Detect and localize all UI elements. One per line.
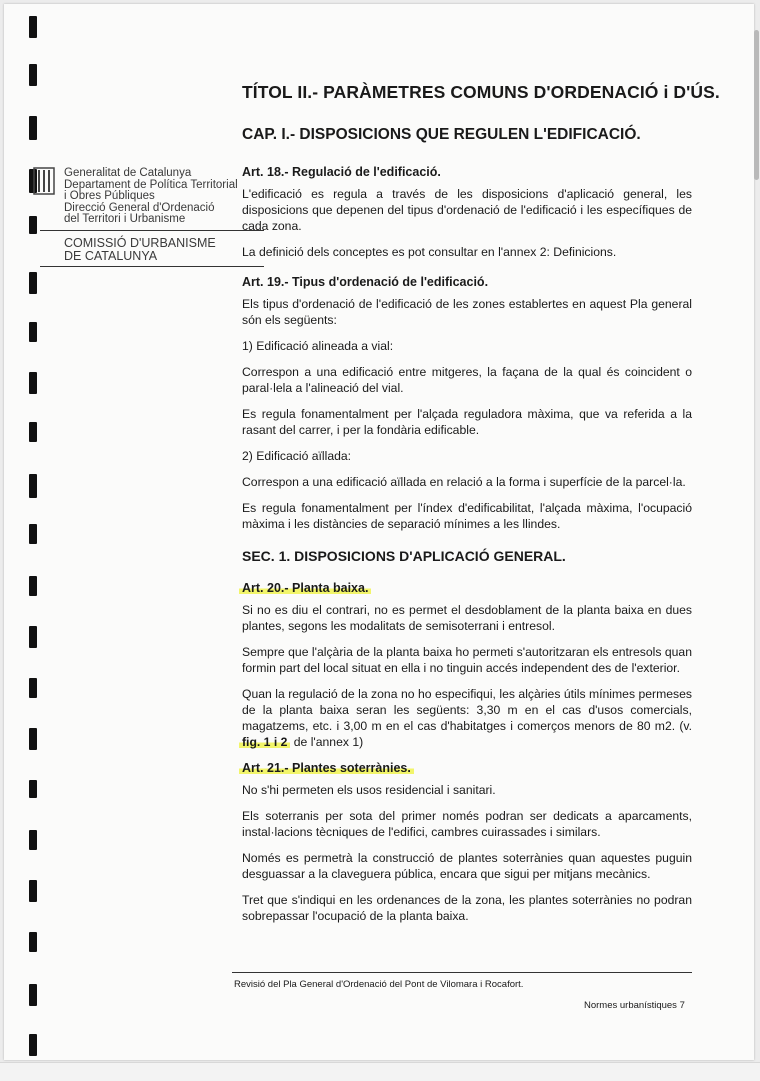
footer-divider [232, 972, 692, 973]
paragraph [242, 686, 692, 750]
article-20-heading [242, 580, 692, 596]
chapter-heading: CAP. I.- DISPOSICIONS QUE REGULEN L'EDIFICACIÓ. [242, 126, 641, 143]
paragraph: La definició dels conceptes es pot consultar en l'annex 2: Definicions. [242, 245, 617, 259]
paragraph: Només es permetrà la construcció de plantes soterrànies quan aquestes puguin desguassar a la claveguera pública, encara que sigui per mitjans mecànics. [242, 851, 692, 881]
section-heading: SEC. 1. DISPOSICIONS D'APLICACIÓ GENERAL. [242, 548, 566, 564]
paragraph: No s'hi permeten els usos residencial i sanitari. [242, 783, 496, 797]
paragraph: Els soterranis per sota del primer només podran ser dedicats a aparcaments, instal·lacions tècniques de l'edifici, cambres cuirassades i similars. [242, 809, 692, 839]
list-heading: 2) Edificació aïllada: [242, 449, 352, 463]
paragraph: Es regula fonamentalment per l'índex d'edificabilitat, l'alçada màxima, l'ocupació màxima i les distàncies de separació mínimes a les llindes. [242, 501, 692, 531]
stamp-line: i Obres Públiques [64, 190, 155, 202]
paragraph: Sempre que l'alçària de la planta baixa ho permeti s'autoritzaran els entresols quan formin part del local situat en ella i no tinguin accés independent des de l'exterior. [242, 645, 692, 675]
paragraph: Els tipus d'ordenació de l'edificació de les zones establertes en aquest Pla general són els següents: [242, 297, 692, 327]
viewer-bottom-strip [0, 1062, 760, 1081]
article-18-heading: Art. 18.- Regulació de l'edificació. [242, 165, 441, 179]
scrollbar-thumb[interactable] [754, 30, 759, 180]
highlighted-heading: Art. 20.- Planta baixa. [239, 581, 371, 595]
page-title: TÍTOL II.- PARÀMETRES COMUNS D'ORDENACIÓ i D'ÚS. [242, 82, 720, 102]
paragraph-text: de l'annex 1) [290, 735, 364, 749]
binder-marks [26, 4, 46, 1060]
figure-reference: fig. 1 i 2 [239, 735, 290, 749]
paragraph: Si no es diu el contrari, no es permet el desdoblament de la planta baixa en dues plantes, segons les modalitats de semisoterrani i entresol. [242, 603, 692, 633]
article-21-heading [242, 760, 692, 776]
paragraph: L'edificació es regula a través de les disposicions d'aplicació general, les disposicions que depenen del tipus d'ordenació de l'edificació i les específiques de cada zona. [242, 187, 692, 233]
stamp-line: COMISSIÓ D'URBANISME [64, 236, 216, 250]
paragraph-text: Quan la regulació de la zona no ho especifiqui, les alçàries útils mínimes permeses de la planta baixa seran les següents: 3,30 m en el cas d'usos comercials, magatzems, etc. i 3,00 m en el cas d'habitatges i comerços menors de 80 m2. (v. [242, 687, 692, 733]
article-19-heading: Art. 19.- Tipus d'ordenació de l'edificació. [242, 275, 489, 289]
stamp-department-block [64, 168, 238, 226]
paragraph: Es regula fonamentalment per l'alçada reguladora màxima, que va referida a la rasant del carrer, i per la fondària edificable. [242, 407, 692, 437]
stamp-line: DE CATALUNYA [64, 248, 158, 263]
stamp-divider [40, 230, 264, 231]
stamp-line: Departament de Política Territorial [64, 178, 238, 191]
stamp-line: del Territori i Urbanisme [64, 213, 186, 225]
paragraph: Correspon a una edificació aïllada en relació a la forma i superfície de la parcel·la. [242, 475, 686, 489]
official-stamp [28, 164, 260, 268]
document-body [242, 164, 692, 934]
stamp-divider [40, 266, 264, 267]
stamp-commission-block [64, 237, 216, 262]
footer-page-number: Normes urbanístiques 7 [584, 1000, 685, 1011]
highlighted-heading: Art. 21.- Plantes soterrànies. [239, 761, 414, 775]
list-heading: 1) Edificació alineada a vial: [242, 339, 394, 353]
paragraph: Correspon a una edificació entre mitgeres, la façana de la qual és coincident o paral·lela a l'alineació del vial. [242, 365, 692, 395]
footer-document-title: Revisió del Pla General d'Ordenació del Pont de Vilomara i Rocafort. [234, 979, 524, 990]
document-page [4, 4, 754, 1060]
vertical-scrollbar[interactable] [752, 0, 760, 1080]
generalitat-seal-icon [32, 166, 58, 198]
stamp-line: Direcció General d'Ordenació [64, 201, 215, 214]
stamp-line: Generalitat de Catalunya [64, 167, 192, 179]
paragraph: Tret que s'indiqui en les ordenances de la zona, les plantes soterrànies no podran sobrepassar l'ocupació de la planta baixa. [242, 893, 692, 923]
